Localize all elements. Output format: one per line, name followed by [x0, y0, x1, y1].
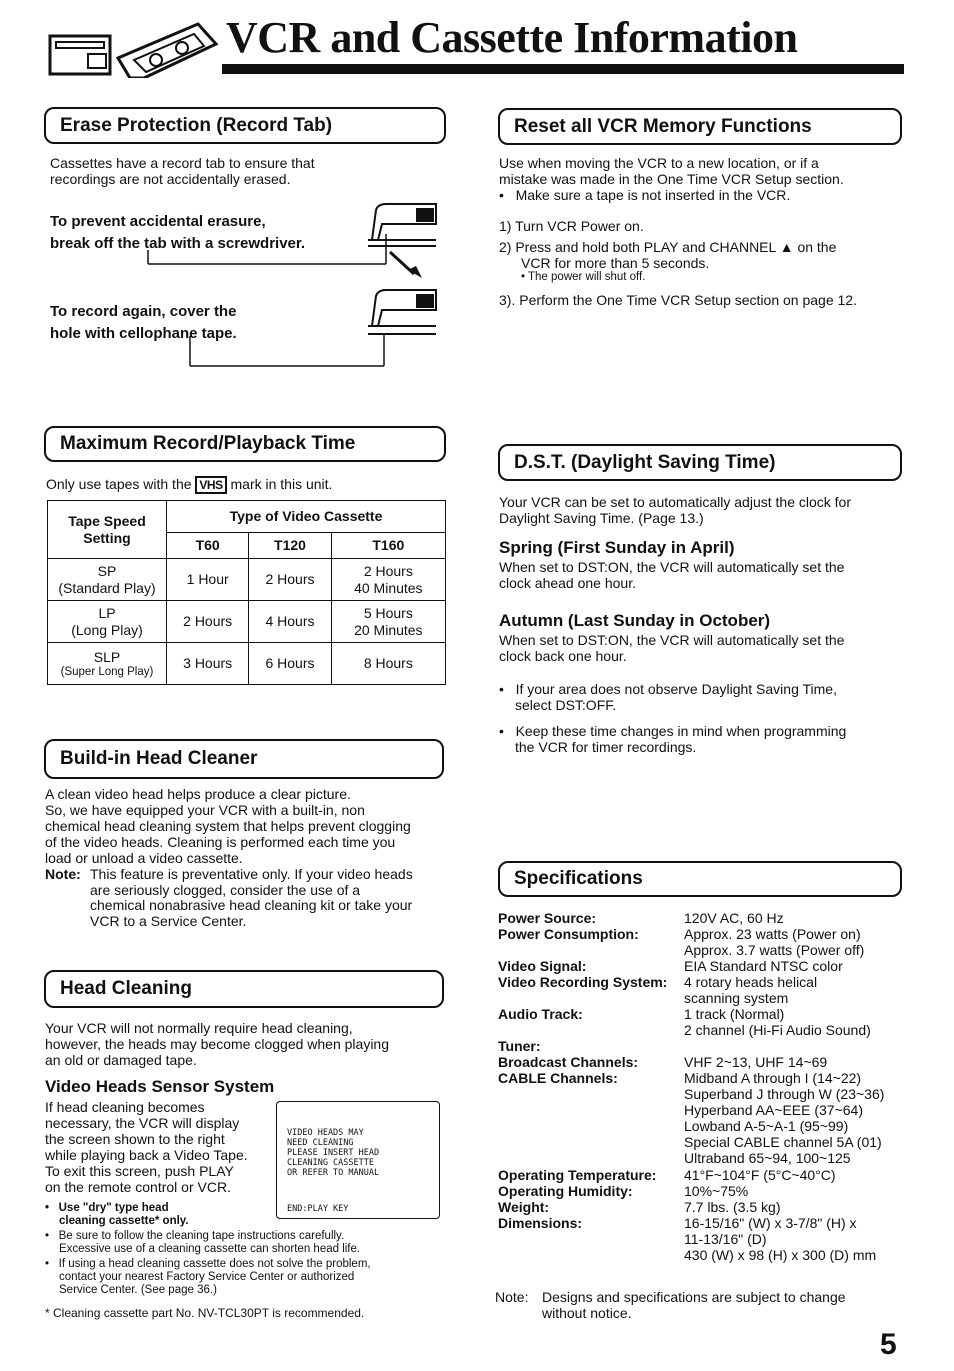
dst-bullet-1: • If your area does not observe Daylight Saving Time, select DST:OFF. [499, 681, 837, 713]
screen-line: VIDEO HEADS MAY [287, 1128, 364, 1138]
time-cell: 1 Hour [167, 559, 249, 601]
dst-bullet-line: the VCR for timer recordings. [515, 739, 697, 755]
sensor-line: necessary, the VCR will display [45, 1115, 240, 1131]
max-record-heading-text: Maximum Record/Playback Time [60, 433, 356, 454]
spec-label: Tuner: [498, 1038, 541, 1054]
dst-heading [498, 444, 902, 481]
sensor-system-body [45, 1099, 248, 1195]
col-header-t160: T160 [331, 533, 445, 559]
sensor-line: on the remote control or VCR. [45, 1179, 231, 1195]
time-cell: 5 Hours 20 Minutes [331, 601, 445, 643]
vcr-cassette-logo-icon [48, 14, 220, 78]
time-cell: 2 Hours [249, 559, 331, 601]
max-record-heading [44, 426, 446, 462]
dst-spring-line: clock ahead one hour. [499, 575, 636, 591]
head-cleaning-heading-text: Head Cleaning [60, 978, 192, 999]
dst-intro [499, 494, 851, 526]
reset-heading-text: Reset all VCR Memory Functions [514, 115, 812, 137]
bullet-line: If using a head cleaning cassette does not solve the problem, [58, 1258, 371, 1270]
spec-value: 41°F~104°F (5°C~40°C) [684, 1167, 836, 1183]
note-line: chemical nonabrasive head cleaning kit or take your [90, 897, 413, 913]
spec-value: 4 rotary heads helical scanning system [684, 974, 818, 1006]
buildin-line: So, we have equipped your VCR with a built-in, non [45, 802, 365, 818]
reset-bullet: • Make sure a tape is not inserted in the VCR. [499, 187, 791, 203]
time-cell: 3 Hours [167, 643, 249, 685]
dst-spring-text [499, 559, 844, 591]
spec-label: Weight: [498, 1199, 550, 1215]
spec-label: Broadcast Channels: [498, 1054, 639, 1070]
screen-line: NEED CLEANING [287, 1138, 354, 1148]
sensor-line: If head cleaning becomes [45, 1099, 205, 1115]
time-cell: 8 Hours [331, 643, 445, 685]
spec-value: Midband A through I (14~22) Superband J through W (23~36) Hyperband AA~EEE (37~64) Lowband A-5~A-1 (95~99) Special CABLE channel 5A (01) Ultraband 65~94, 100~125 [684, 1070, 885, 1166]
reset-step2-text-b: on the [797, 239, 837, 255]
buildin-heading-text: Build-in Head Cleaner [60, 748, 258, 769]
speed-cell: SP (Standard Play) [48, 559, 167, 601]
vhs-logo-icon: VHS [195, 476, 226, 494]
note-line: without notice. [542, 1305, 632, 1321]
buildin-cleaner-heading [44, 739, 444, 779]
erase-protection-heading [44, 107, 446, 144]
specifications-note [495, 1289, 846, 1321]
sensor-system-heading: Video Heads Sensor System [45, 1077, 275, 1096]
note-line: Designs and specifications are subject to change [542, 1289, 846, 1305]
max-record-intro [46, 476, 332, 494]
dst-bullet-line: If your area does not observe Daylight Saving Time, [515, 681, 837, 697]
dst-intro-line: Your VCR can be set to automatically adjust the clock for [499, 494, 851, 510]
buildin-note [45, 866, 490, 898]
specifications-heading [498, 861, 902, 897]
erase-heading-text: Erase Protection (Record Tab) [60, 114, 333, 136]
head-cleaning-body [45, 1020, 389, 1068]
erase-prevent-line: break off the tab with a screwdriver. [50, 235, 306, 252]
head-cleaning-bullet-3: • If using a head cleaning cassette does not solve the problem, contact your nearest Factory Service Center or authorized Service Center. (See page 36.) [45, 1258, 371, 1296]
spec-label: CABLE Channels: [498, 1070, 618, 1086]
page-title: VCR and Cassette Information [226, 13, 798, 62]
reset-intro-line: mistake was made in the One Time VCR Setup section. [499, 171, 844, 187]
table-row [48, 601, 446, 643]
reset-bullet-text: Make sure a tape is not inserted in the VCR. [515, 187, 791, 203]
spec-value: EIA Standard NTSC color [684, 958, 843, 974]
col-header-t120: T120 [249, 533, 331, 559]
spec-value: Approx. 23 watts (Power on) Approx. 3.7 watts (Power off) [684, 926, 865, 958]
time-cell: 4 Hours [249, 601, 331, 643]
bullet-line: Use "dry" type head [58, 1202, 169, 1214]
spec-value: 1 track (Normal) 2 channel (Hi-Fi Audio Sound) [684, 1006, 871, 1038]
erase-prevent-line: To prevent accidental erasure, [50, 213, 266, 230]
erase-record-line: To record again, cover the [50, 303, 237, 320]
spec-value: VHF 2~13, UHF 14~69 [684, 1054, 828, 1070]
time-cell: 2 Hours [167, 601, 249, 643]
cleaning-footnote: * Cleaning cassette part No. NV-TCL30PT is recommended. [45, 1306, 365, 1320]
head-cleaning-line: however, the heads may become clogged when playing [45, 1036, 389, 1052]
spec-value: 120V AC, 60 Hz [684, 910, 784, 926]
head-cleaning-heading [44, 970, 444, 1008]
bullet-line: Service Center. (See page 36.) [59, 1284, 217, 1296]
spec-value: 10%~75% [684, 1183, 749, 1199]
time-cell: 6 Hours [249, 643, 331, 685]
head-cleaning-line: an old or damaged tape. [45, 1052, 197, 1068]
table-row [48, 643, 446, 685]
buildin-line: load or unload a video cassette. [45, 850, 243, 866]
note-line: are seriously clogged, consider the use of a [90, 882, 361, 898]
buildin-line: A clean video head helps produce a clear picture. [45, 786, 351, 802]
dst-spring-line: When set to DST:ON, the VCR will automatically set the [499, 559, 845, 575]
reset-intro-line: Use when moving the VCR to a new location, or if a [499, 155, 819, 171]
screen-end-line: END:PLAY KEY [287, 1204, 349, 1214]
head-cleaning-line: Your VCR will not normally require head cleaning, [45, 1020, 353, 1036]
intro-text: Only use tapes with the [46, 476, 192, 492]
head-cleaning-bullet-1: • Use "dry" type head cleaning cassette* only. [45, 1202, 189, 1227]
note-line: This feature is preventative only. If your video heads [90, 866, 413, 882]
col-header-t60: T60 [167, 533, 249, 559]
buildin-line: chemical head cleaning system that helps prevent clogging [45, 818, 411, 834]
sensor-line: To exit this screen, push PLAY [45, 1163, 234, 1179]
reset-step-3: 3). Perform the One Time VCR Setup section on page 12. [499, 292, 857, 308]
head-cleaning-bullet-2: • Be sure to follow the cleaning tape instructions carefully. Excessive use of a cleaning cassette can shorten head life. [45, 1230, 361, 1255]
spec-value: 16-15/16" (W) x 3-7/8" (H) x 11-13/16" (D) 430 (W) x 98 (H) x 300 (D) mm [684, 1215, 877, 1263]
buildin-note-cont [90, 897, 412, 929]
intro-text-b: mark in this unit. [230, 476, 333, 492]
cassette-tape-cover-icon [188, 286, 442, 370]
dst-bullet-line: Keep these time changes in mind when programming [515, 723, 847, 739]
spec-label: Power Source: [498, 910, 597, 926]
page-number: 5 [880, 1328, 897, 1361]
bullet-line: cleaning cassette* only. [59, 1215, 189, 1227]
col-header-speed [48, 501, 167, 559]
reset-step2-text: 2) Press and hold both PLAY and CHANNEL [499, 239, 776, 255]
dst-autumn-line: clock back one hour. [499, 648, 627, 664]
screen-line: CLEANING CASSETTE [287, 1158, 374, 1168]
reset-step2-note: • The power will shut off. [521, 271, 646, 283]
col-header-type: Type of Video Cassette [167, 501, 446, 533]
erase-intro-line: Cassettes have a record tab to ensure that [50, 155, 315, 171]
bullet-line: Be sure to follow the cleaning tape instructions carefully. [58, 1230, 345, 1242]
col-header-speed-line: Setting [83, 529, 131, 546]
dst-spring-heading: Spring (First Sunday in April) [499, 538, 735, 557]
reset-memory-heading [498, 108, 902, 145]
dst-autumn-text [499, 632, 844, 664]
dst-autumn-line: When set to DST:ON, the VCR will automatically set the [499, 632, 845, 648]
dst-autumn-heading: Autumn (Last Sunday in October) [499, 611, 771, 630]
erase-record-line: hole with cellophane tape. [50, 325, 237, 342]
cassette-tab-break-icon [146, 200, 442, 280]
spec-label: Operating Humidity: [498, 1183, 633, 1199]
speed-cell: LP (Long Play) [48, 601, 167, 643]
dst-intro-line: Daylight Saving Time. (Page 13.) [499, 510, 704, 526]
sensor-line: the screen shown to the right [45, 1131, 225, 1147]
bullet-line: contact your nearest Factory Service Center or authorized [59, 1271, 355, 1283]
time-cell: 2 Hours 40 Minutes [331, 559, 445, 601]
up-triangle-icon: ▲ [779, 239, 794, 255]
head-cleaning-screen [276, 1101, 440, 1219]
specifications-heading-text: Specifications [514, 868, 643, 889]
spec-label: Video Signal: [498, 958, 587, 974]
spec-label: Dimensions: [498, 1215, 583, 1231]
speed-cell: SLP (Super Long Play) [48, 643, 167, 685]
table-row [48, 559, 446, 601]
recording-time-table [47, 500, 446, 685]
buildin-line: of the video heads. Cleaning is performed each time you [45, 834, 396, 850]
dst-bullet-line: select DST:OFF. [515, 697, 617, 713]
erase-intro-line: recordings are not accidentally erased. [50, 171, 291, 187]
reset-step-1: 1) Turn VCR Power on. [499, 218, 644, 234]
dst-heading-text: D.S.T. (Daylight Saving Time) [514, 451, 776, 473]
screen-line: PLEASE INSERT HEAD [287, 1148, 380, 1158]
title-rule [222, 64, 904, 74]
spec-value: 7.7 lbs. (3.5 kg) [684, 1199, 781, 1215]
note-label: Note: [45, 866, 81, 882]
erase-intro [50, 155, 315, 187]
spec-label: Audio Track: [498, 1006, 583, 1022]
note-line: VCR to a Service Center. [90, 913, 247, 929]
reset-intro [499, 155, 844, 203]
reset-step2-cont: VCR for more than 5 seconds. [521, 255, 710, 271]
spec-label: Video Recording System: [498, 974, 668, 990]
dst-bullet-2: • Keep these time changes in mind when programming the VCR for timer recordings. [499, 723, 847, 755]
spec-label: Operating Temperature: [498, 1167, 657, 1183]
buildin-body [45, 786, 411, 866]
spec-label: Power Consumption: [498, 926, 639, 942]
screen-line: OR REFER TO MANUAL [287, 1168, 380, 1178]
col-header-speed-line: Tape Speed [68, 512, 146, 529]
sensor-line: while playing back a Video Tape. [45, 1147, 248, 1163]
reset-step-2 [499, 239, 836, 284]
bullet-line: Excessive use of a cleaning cassette can shorten head life. [59, 1243, 361, 1255]
note-label: Note: [495, 1289, 529, 1305]
